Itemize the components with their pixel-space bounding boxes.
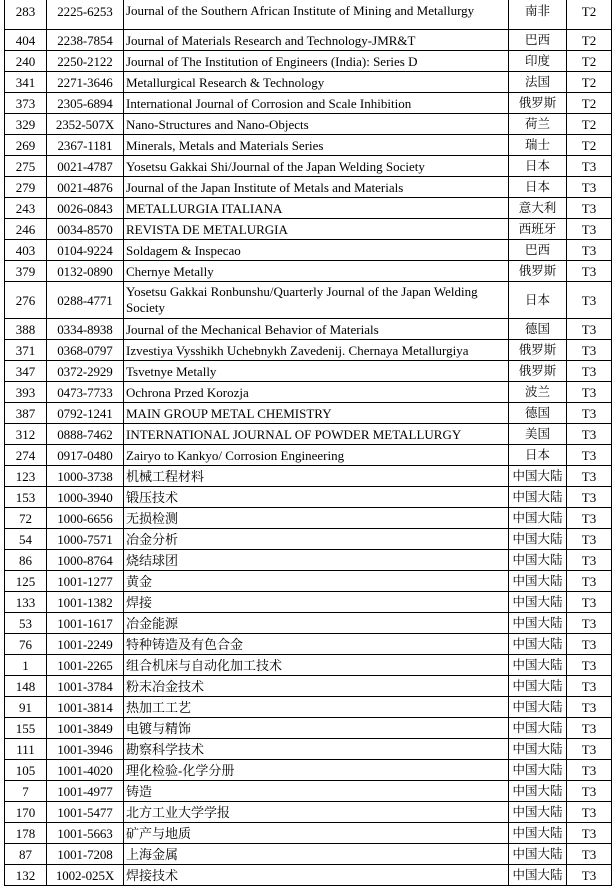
tier-cell: T3 — [567, 219, 612, 240]
row-number-cell: 86 — [5, 550, 47, 571]
row-number-cell: 312 — [5, 424, 47, 445]
issn-cell: 0888-7462 — [47, 424, 124, 445]
table-row — [5, 361, 612, 382]
journal-title-cell: REVISTA DE METALURGIA — [124, 219, 509, 240]
tier-cell: T2 — [567, 51, 612, 72]
table-row — [5, 72, 612, 93]
row-number-cell: 148 — [5, 676, 47, 697]
tier-cell: T2 — [567, 0, 612, 30]
table-row — [5, 823, 612, 844]
row-number-cell: 132 — [5, 865, 47, 886]
issn-cell: 1000-8764 — [47, 550, 124, 571]
country-cell: 中国大陆 — [509, 487, 567, 508]
row-number-cell: 123 — [5, 466, 47, 487]
issn-cell: 2250-2122 — [47, 51, 124, 72]
tier-cell: T3 — [567, 865, 612, 886]
country-cell: 中国大陆 — [509, 718, 567, 739]
row-number-cell: 133 — [5, 592, 47, 613]
tier-cell: T2 — [567, 30, 612, 51]
country-cell: 俄罗斯 — [509, 261, 567, 282]
issn-cell: 2225-6253 — [47, 0, 124, 30]
journal-title-cell: Izvestiya Vysshikh Uchebnykh Zavedenij. Chernaya Metallurgiya — [124, 340, 509, 361]
issn-cell: 1001-3814 — [47, 697, 124, 718]
table-row — [5, 0, 612, 30]
country-cell: 美国 — [509, 424, 567, 445]
issn-cell: 2271-3646 — [47, 72, 124, 93]
country-cell: 中国大陆 — [509, 613, 567, 634]
table-row — [5, 93, 612, 114]
table-row — [5, 51, 612, 72]
row-number-cell: 76 — [5, 634, 47, 655]
table-row — [5, 177, 612, 198]
journal-title-cell: Metallurgical Research & Technology — [124, 72, 509, 93]
table-row — [5, 529, 612, 550]
issn-cell: 0026-0843 — [47, 198, 124, 219]
country-cell: 德国 — [509, 403, 567, 424]
table-row — [5, 282, 612, 319]
country-cell: 中国大陆 — [509, 592, 567, 613]
journal-title-cell: 机械工程材料 — [124, 466, 509, 487]
issn-cell: 1000-6656 — [47, 508, 124, 529]
issn-cell: 1001-1617 — [47, 613, 124, 634]
tier-cell: T2 — [567, 72, 612, 93]
table-row — [5, 156, 612, 177]
tier-cell: T3 — [567, 508, 612, 529]
journal-title-cell: MAIN GROUP METAL CHEMISTRY — [124, 403, 509, 424]
table-row — [5, 403, 612, 424]
tier-cell: T3 — [567, 424, 612, 445]
journal-table — [4, 0, 612, 886]
issn-cell: 1002-025X — [47, 865, 124, 886]
row-number-cell: 275 — [5, 156, 47, 177]
country-cell: 中国大陆 — [509, 550, 567, 571]
row-number-cell: 155 — [5, 718, 47, 739]
country-cell: 中国大陆 — [509, 571, 567, 592]
issn-cell: 0372-2929 — [47, 361, 124, 382]
row-number-cell: 125 — [5, 571, 47, 592]
country-cell: 中国大陆 — [509, 655, 567, 676]
country-cell: 日本 — [509, 445, 567, 466]
journal-title-cell: 黄金 — [124, 571, 509, 592]
table-row — [5, 655, 612, 676]
table-row — [5, 135, 612, 156]
journal-title-cell: Chernye Metally — [124, 261, 509, 282]
country-cell: 南非 — [509, 0, 567, 30]
table-row — [5, 613, 612, 634]
row-number-cell: 393 — [5, 382, 47, 403]
row-number-cell: 329 — [5, 114, 47, 135]
tier-cell: T3 — [567, 823, 612, 844]
issn-cell: 1001-4020 — [47, 760, 124, 781]
issn-cell: 2305-6894 — [47, 93, 124, 114]
row-number-cell: 371 — [5, 340, 47, 361]
row-number-cell: 87 — [5, 844, 47, 865]
issn-cell: 0792-1241 — [47, 403, 124, 424]
tier-cell: T3 — [567, 529, 612, 550]
issn-cell: 1001-7208 — [47, 844, 124, 865]
row-number-cell: 54 — [5, 529, 47, 550]
issn-cell: 0021-4787 — [47, 156, 124, 177]
table-row — [5, 781, 612, 802]
issn-cell: 1001-3784 — [47, 676, 124, 697]
country-cell: 巴西 — [509, 30, 567, 51]
journal-title-cell: 热加工工艺 — [124, 697, 509, 718]
issn-cell: 0104-9224 — [47, 240, 124, 261]
issn-cell: 2238-7854 — [47, 30, 124, 51]
journal-title-cell: INTERNATIONAL JOURNAL OF POWDER METALLURGY — [124, 424, 509, 445]
country-cell: 俄罗斯 — [509, 340, 567, 361]
journal-title-cell: Yosetsu Gakkai Ronbunshu/Quarterly Journal of the Japan Welding Society — [124, 282, 509, 319]
row-number-cell: 111 — [5, 739, 47, 760]
table-row — [5, 382, 612, 403]
country-cell: 中国大陆 — [509, 466, 567, 487]
tier-cell: T3 — [567, 697, 612, 718]
tier-cell: T3 — [567, 718, 612, 739]
journal-title-cell: Ochrona Przed Korozja — [124, 382, 509, 403]
tier-cell: T2 — [567, 114, 612, 135]
country-cell: 中国大陆 — [509, 781, 567, 802]
row-number-cell: 404 — [5, 30, 47, 51]
tier-cell: T3 — [567, 319, 612, 340]
journal-title-cell: 上海金属 — [124, 844, 509, 865]
table-row — [5, 219, 612, 240]
tier-cell: T3 — [567, 844, 612, 865]
tier-cell: T3 — [567, 198, 612, 219]
issn-cell: 1000-3940 — [47, 487, 124, 508]
table-row — [5, 634, 612, 655]
issn-cell: 0917-0480 — [47, 445, 124, 466]
table-row — [5, 508, 612, 529]
issn-cell: 0288-4771 — [47, 282, 124, 319]
journal-title-cell: Journal of the Mechanical Behavior of Materials — [124, 319, 509, 340]
row-number-cell: 347 — [5, 361, 47, 382]
tier-cell: T3 — [567, 676, 612, 697]
journal-title-cell: 冶金分析 — [124, 529, 509, 550]
tier-cell: T3 — [567, 571, 612, 592]
country-cell: 中国大陆 — [509, 697, 567, 718]
journal-title-cell: 理化检验-化学分册 — [124, 760, 509, 781]
row-number-cell: 341 — [5, 72, 47, 93]
table-row — [5, 30, 612, 51]
country-cell: 中国大陆 — [509, 676, 567, 697]
issn-cell: 1000-7571 — [47, 529, 124, 550]
country-cell: 印度 — [509, 51, 567, 72]
issn-cell: 1001-1382 — [47, 592, 124, 613]
tier-cell: T3 — [567, 550, 612, 571]
issn-cell: 0021-4876 — [47, 177, 124, 198]
tier-cell: T2 — [567, 135, 612, 156]
country-cell: 德国 — [509, 319, 567, 340]
journal-title-cell: 粉末冶金技术 — [124, 676, 509, 697]
row-number-cell: 105 — [5, 760, 47, 781]
country-cell: 日本 — [509, 177, 567, 198]
issn-cell: 1001-3946 — [47, 739, 124, 760]
journal-title-cell: Journal of The Institution of Engineers (India): Series D — [124, 51, 509, 72]
issn-cell: 2352-507X — [47, 114, 124, 135]
journal-title-cell: 电镀与精饰 — [124, 718, 509, 739]
journal-title-cell: 烧结球团 — [124, 550, 509, 571]
table-row — [5, 424, 612, 445]
table-row — [5, 445, 612, 466]
tier-cell: T3 — [567, 466, 612, 487]
tier-cell: T3 — [567, 634, 612, 655]
row-number-cell: 403 — [5, 240, 47, 261]
country-cell: 中国大陆 — [509, 823, 567, 844]
tier-cell: T3 — [567, 487, 612, 508]
tier-cell: T3 — [567, 739, 612, 760]
journal-table-body — [5, 0, 612, 886]
issn-cell: 1001-3849 — [47, 718, 124, 739]
journal-title-cell: 冶金能源 — [124, 613, 509, 634]
row-number-cell: 246 — [5, 219, 47, 240]
row-number-cell: 279 — [5, 177, 47, 198]
country-cell: 波兰 — [509, 382, 567, 403]
journal-title-cell: 组合机床与自动化加工技术 — [124, 655, 509, 676]
row-number-cell: 170 — [5, 802, 47, 823]
tier-cell: T3 — [567, 261, 612, 282]
table-row — [5, 319, 612, 340]
journal-title-cell: 无损检测 — [124, 508, 509, 529]
country-cell: 日本 — [509, 156, 567, 177]
tier-cell: T3 — [567, 177, 612, 198]
country-cell: 西班牙 — [509, 219, 567, 240]
row-number-cell: 373 — [5, 93, 47, 114]
row-number-cell: 387 — [5, 403, 47, 424]
journal-title-cell: Yosetsu Gakkai Shi/Journal of the Japan Welding Society — [124, 156, 509, 177]
table-row — [5, 676, 612, 697]
row-number-cell: 72 — [5, 508, 47, 529]
country-cell: 中国大陆 — [509, 760, 567, 781]
table-row — [5, 718, 612, 739]
tier-cell: T3 — [567, 613, 612, 634]
country-cell: 中国大陆 — [509, 739, 567, 760]
country-cell: 日本 — [509, 282, 567, 319]
issn-cell: 0132-0890 — [47, 261, 124, 282]
tier-cell: T3 — [567, 403, 612, 424]
country-cell: 中国大陆 — [509, 529, 567, 550]
row-number-cell: 7 — [5, 781, 47, 802]
issn-cell: 1001-2265 — [47, 655, 124, 676]
row-number-cell: 1 — [5, 655, 47, 676]
journal-title-cell: Journal of the Japan Institute of Metals and Materials — [124, 177, 509, 198]
journal-title-cell: Zairyo to Kankyo/ Corrosion Engineering — [124, 445, 509, 466]
row-number-cell: 240 — [5, 51, 47, 72]
issn-cell: 1001-1277 — [47, 571, 124, 592]
country-cell: 瑞士 — [509, 135, 567, 156]
journal-title-cell: 铸造 — [124, 781, 509, 802]
row-number-cell: 274 — [5, 445, 47, 466]
table-row — [5, 697, 612, 718]
table-row — [5, 550, 612, 571]
table-row — [5, 592, 612, 613]
row-number-cell: 53 — [5, 613, 47, 634]
issn-cell: 0473-7733 — [47, 382, 124, 403]
row-number-cell: 178 — [5, 823, 47, 844]
journal-title-cell: Journal of Materials Research and Technology-JMR&T — [124, 30, 509, 51]
issn-cell: 0368-0797 — [47, 340, 124, 361]
table-row — [5, 844, 612, 865]
journal-title-cell: International Journal of Corrosion and Scale Inhibition — [124, 93, 509, 114]
journal-title-cell: Tsvetnye Metally — [124, 361, 509, 382]
country-cell: 巴西 — [509, 240, 567, 261]
tier-cell: T3 — [567, 802, 612, 823]
tier-cell: T3 — [567, 445, 612, 466]
journal-title-cell: 特种铸造及有色合金 — [124, 634, 509, 655]
row-number-cell: 276 — [5, 282, 47, 319]
country-cell: 俄罗斯 — [509, 93, 567, 114]
table-row — [5, 340, 612, 361]
row-number-cell: 379 — [5, 261, 47, 282]
tier-cell: T3 — [567, 340, 612, 361]
country-cell: 荷兰 — [509, 114, 567, 135]
issn-cell: 0334-8938 — [47, 319, 124, 340]
journal-title-cell: Nano-Structures and Nano-Objects — [124, 114, 509, 135]
journal-title-cell: 北方工业大学学报 — [124, 802, 509, 823]
journal-title-cell: Soldagem & Inspecao — [124, 240, 509, 261]
issn-cell: 1001-5663 — [47, 823, 124, 844]
country-cell: 法国 — [509, 72, 567, 93]
issn-cell: 1001-2249 — [47, 634, 124, 655]
tier-cell: T3 — [567, 282, 612, 319]
country-cell: 中国大陆 — [509, 802, 567, 823]
country-cell: 中国大陆 — [509, 508, 567, 529]
tier-cell: T3 — [567, 592, 612, 613]
issn-cell: 1001-5477 — [47, 802, 124, 823]
row-number-cell: 153 — [5, 487, 47, 508]
country-cell: 中国大陆 — [509, 865, 567, 886]
tier-cell: T3 — [567, 760, 612, 781]
tier-cell: T3 — [567, 382, 612, 403]
tier-cell: T3 — [567, 240, 612, 261]
country-cell: 中国大陆 — [509, 634, 567, 655]
journal-title-cell: 勘察科学技术 — [124, 739, 509, 760]
table-row — [5, 865, 612, 886]
country-cell: 中国大陆 — [509, 844, 567, 865]
row-number-cell: 388 — [5, 319, 47, 340]
country-cell: 意大利 — [509, 198, 567, 219]
tier-cell: T3 — [567, 781, 612, 802]
table-row — [5, 466, 612, 487]
issn-cell: 1001-4977 — [47, 781, 124, 802]
journal-title-cell: 焊接技术 — [124, 865, 509, 886]
journal-title-cell: Journal of the Southern African Institute of Mining and Metallurgy — [124, 0, 509, 30]
journal-title-cell: 焊接 — [124, 592, 509, 613]
table-row — [5, 760, 612, 781]
table-row — [5, 739, 612, 760]
table-row — [5, 240, 612, 261]
row-number-cell: 283 — [5, 0, 47, 30]
journal-title-cell: METALLURGIA ITALIANA — [124, 198, 509, 219]
issn-cell: 0034-8570 — [47, 219, 124, 240]
journal-title-cell: 锻压技术 — [124, 487, 509, 508]
row-number-cell: 243 — [5, 198, 47, 219]
journal-title-cell: 矿产与地质 — [124, 823, 509, 844]
tier-cell: T3 — [567, 156, 612, 177]
table-row — [5, 802, 612, 823]
table-row — [5, 261, 612, 282]
tier-cell: T2 — [567, 93, 612, 114]
issn-cell: 1000-3738 — [47, 466, 124, 487]
row-number-cell: 91 — [5, 697, 47, 718]
table-row — [5, 487, 612, 508]
tier-cell: T3 — [567, 655, 612, 676]
country-cell: 俄罗斯 — [509, 361, 567, 382]
journal-title-cell: Minerals, Metals and Materials Series — [124, 135, 509, 156]
table-row — [5, 198, 612, 219]
tier-cell: T3 — [567, 361, 612, 382]
issn-cell: 2367-1181 — [47, 135, 124, 156]
table-row — [5, 114, 612, 135]
row-number-cell: 269 — [5, 135, 47, 156]
table-row — [5, 571, 612, 592]
